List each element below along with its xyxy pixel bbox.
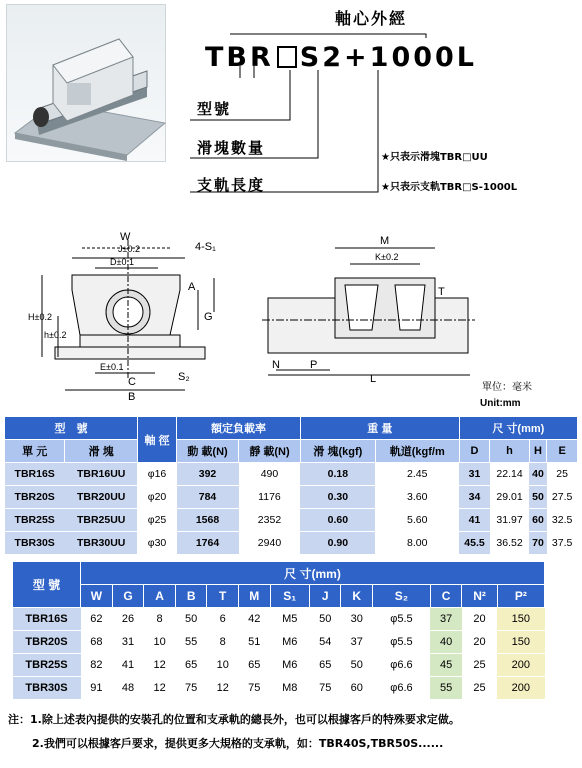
table-cell: 37 <box>430 608 462 631</box>
table-row <box>13 654 545 677</box>
table-cell: TBR30S <box>5 532 65 555</box>
table-cell: TBR30UU <box>65 532 138 555</box>
table-cell: 62 <box>81 608 113 631</box>
dim-S2: S₂ <box>178 371 190 383</box>
table-row <box>13 608 545 631</box>
table-cell: 20 <box>462 608 497 631</box>
table-cell: 48 <box>112 677 144 700</box>
t2-header-model: 型 號 <box>13 562 81 608</box>
technical-drawing <box>0 220 582 415</box>
table-cell: 10 <box>144 631 176 654</box>
table-cell: 150 <box>497 608 544 631</box>
unit-cn: 單位：毫米 <box>482 382 532 393</box>
t1-header-axis: 軸 徑 <box>137 417 176 463</box>
dim-K: K±0.2 <box>375 252 399 262</box>
dim-L: L <box>370 373 377 385</box>
footer-note-1: 注：1.除上述表內提供的安裝孔的位置和支承軌的總長外，也可以根據客戶的特殊要求定做。 <box>8 713 460 726</box>
table-cell: 50 <box>341 654 373 677</box>
table-cell: 75 <box>239 677 271 700</box>
table-cell: 75 <box>309 677 341 700</box>
t2-subheader: P² <box>497 585 544 608</box>
t1-subheader: 滑 塊 <box>65 440 138 463</box>
label-model: 型號 <box>197 100 232 118</box>
table-cell: 200 <box>497 677 544 700</box>
table-cell: 50 <box>529 486 547 509</box>
table-cell: 5.60 <box>375 509 459 532</box>
table-cell: 55 <box>430 677 462 700</box>
table-cell: M8 <box>270 677 309 700</box>
table-cell: 2352 <box>239 509 301 532</box>
t2-header-dim: 尺 寸(mm) <box>81 562 545 585</box>
table-cell: φ5.5 <box>373 631 431 654</box>
table-cell: 26 <box>112 608 144 631</box>
table-row <box>5 486 578 509</box>
table-cell: 60 <box>529 509 547 532</box>
t1-subheader: 滑 塊(kgf) <box>300 440 375 463</box>
t2-subheader: B <box>175 585 207 608</box>
table-cell: φ6.6 <box>373 677 431 700</box>
table-cell: 22.14 <box>490 463 529 486</box>
dim-D: D±0.1 <box>110 257 134 267</box>
table-cell: 1176 <box>239 486 301 509</box>
linear-guide-image <box>7 5 167 163</box>
t2-subheader: K <box>341 585 373 608</box>
t2-subheader: G <box>112 585 144 608</box>
table-cell: 200 <box>497 654 544 677</box>
dim-holes: 4-S₁ <box>195 241 216 253</box>
table-cell: 29.01 <box>490 486 529 509</box>
t1-subheader: 動 載(N) <box>177 440 239 463</box>
table-cell: φ6.6 <box>373 654 431 677</box>
footer-note-2: 2.我們可以根據客戶要求，提供更多大規格的支承軌，如：TBR40S,TBR50S...... <box>32 737 444 750</box>
table-cell: 8.00 <box>375 532 459 555</box>
dim-E: E±0.1 <box>100 362 124 372</box>
table-cell: TBR20S <box>13 631 81 654</box>
t1-subheader: H <box>529 440 547 463</box>
t2-subheader: C <box>430 585 462 608</box>
table-cell: 60 <box>341 677 373 700</box>
table-cell: φ16 <box>137 463 176 486</box>
t2-subheader: A <box>144 585 176 608</box>
shaft-diameter-title: 軸心外經 <box>335 9 408 28</box>
table-cell: 10 <box>207 654 239 677</box>
table-cell: 31 <box>459 463 490 486</box>
table-cell: M6 <box>270 631 309 654</box>
table-cell: φ30 <box>137 532 176 555</box>
t1-subheader: D <box>459 440 490 463</box>
table-cell: 68 <box>81 631 113 654</box>
table-cell: 784 <box>177 486 239 509</box>
table-row <box>5 463 578 486</box>
t1-subheader: E <box>547 440 578 463</box>
t2-subheader: T <box>207 585 239 608</box>
table-cell: 31 <box>112 631 144 654</box>
table-cell: 37.5 <box>547 532 578 555</box>
t1-subheader: 單 元 <box>5 440 65 463</box>
t2-subheader: W <box>81 585 113 608</box>
table-cell: 25 <box>462 677 497 700</box>
table-cell: 45.5 <box>459 532 490 555</box>
label-rail-length: 支軌長度 <box>197 176 266 194</box>
t2-subheader: J <box>309 585 341 608</box>
table-row <box>5 532 578 555</box>
table-cell: 1764 <box>177 532 239 555</box>
table-cell: M5 <box>270 608 309 631</box>
table-cell: 31.97 <box>490 509 529 532</box>
table-cell: TBR25UU <box>65 509 138 532</box>
t2-subheader: N² <box>462 585 497 608</box>
dim-T: T <box>438 286 445 298</box>
table-cell: 40 <box>430 631 462 654</box>
table-cell: 32.5 <box>547 509 578 532</box>
table-cell: 8 <box>207 631 239 654</box>
t1-subheader: h <box>490 440 529 463</box>
table-cell: 42 <box>239 608 271 631</box>
unit-en: Unit:mm <box>480 398 521 409</box>
table-cell: 0.90 <box>300 532 375 555</box>
table-cell: 41 <box>459 509 490 532</box>
table-cell: 6 <box>207 608 239 631</box>
table-cell: 12 <box>207 677 239 700</box>
table-cell: 37 <box>341 631 373 654</box>
table-cell: 55 <box>175 631 207 654</box>
dim-W: W <box>120 231 131 243</box>
dim-N: N <box>272 359 280 371</box>
table-cell: 3.60 <box>375 486 459 509</box>
table-cell: 36.52 <box>490 532 529 555</box>
load-weight-table <box>4 416 578 555</box>
table-cell: 490 <box>239 463 301 486</box>
note-slider-only: ★只表示滑塊TBR□UU <box>381 152 488 163</box>
table-cell: 65 <box>175 654 207 677</box>
table-cell: TBR25S <box>13 654 81 677</box>
table-cell: 1568 <box>177 509 239 532</box>
table-cell: TBR20S <box>5 486 65 509</box>
table-row <box>5 509 578 532</box>
dim-h: h±0.2 <box>44 330 67 340</box>
table-cell: φ20 <box>137 486 176 509</box>
dim-C: C <box>128 376 136 388</box>
table-cell: TBR25S <box>5 509 65 532</box>
table-cell: 70 <box>529 532 547 555</box>
dimension-table <box>12 561 545 700</box>
table-row <box>13 677 545 700</box>
table-cell: 41 <box>112 654 144 677</box>
table-cell: 50 <box>175 608 207 631</box>
table-cell: 40 <box>529 463 547 486</box>
table-cell: 27.5 <box>547 486 578 509</box>
table-cell: 2940 <box>239 532 301 555</box>
dim-A: A <box>188 281 196 293</box>
table-cell: 12 <box>144 677 176 700</box>
table-cell: 65 <box>239 654 271 677</box>
table-cell: 75 <box>175 677 207 700</box>
label-slider-qty: 滑塊數量 <box>197 139 266 157</box>
table-cell: 0.18 <box>300 463 375 486</box>
table-cell: 150 <box>497 631 544 654</box>
table-cell: 8 <box>144 608 176 631</box>
table-cell: 392 <box>177 463 239 486</box>
table-cell: TBR16S <box>13 608 81 631</box>
code-suffix: S2+1000L <box>299 42 478 73</box>
table-cell: φ5.5 <box>373 608 431 631</box>
code-prefix: TBR <box>205 42 274 73</box>
table-cell: TBR20UU <box>65 486 138 509</box>
dim-G: G <box>204 311 213 323</box>
table-cell: 82 <box>81 654 113 677</box>
t1-subheader: 軌道(kgf/m <box>375 440 459 463</box>
table-cell: TBR30S <box>13 677 81 700</box>
t2-subheader: S₂ <box>373 585 431 608</box>
table-cell: 34 <box>459 486 490 509</box>
table-cell: TBR16UU <box>65 463 138 486</box>
table-cell: 2.45 <box>375 463 459 486</box>
table-cell: 25 <box>547 463 578 486</box>
t1-subheader: 靜 載(N) <box>239 440 301 463</box>
note-rail-only: ★只表示支軌TBR□S-1000L <box>381 182 518 193</box>
table-cell: 30 <box>341 608 373 631</box>
table-cell: TBR16S <box>5 463 65 486</box>
table-cell: 91 <box>81 677 113 700</box>
product-photo <box>6 4 166 162</box>
t1-header-dim: 尺 寸(mm) <box>459 417 577 440</box>
table-row <box>13 631 545 654</box>
table-cell: 20 <box>462 631 497 654</box>
table-cell: 0.60 <box>300 509 375 532</box>
table-cell: M6 <box>270 654 309 677</box>
table-cell: 25 <box>462 654 497 677</box>
dim-B: B <box>128 391 136 403</box>
t1-header-weight: 重 量 <box>300 417 459 440</box>
table-cell: φ25 <box>137 509 176 532</box>
table-cell: 12 <box>144 654 176 677</box>
table-cell: 51 <box>239 631 271 654</box>
dim-J: J±0.2 <box>118 244 140 254</box>
dim-P: P <box>310 359 318 371</box>
t1-header-model: 型 號 <box>5 417 138 440</box>
dim-H: H±0.2 <box>28 312 52 322</box>
t2-subheader: S₁ <box>270 585 309 608</box>
table-cell: 45 <box>430 654 462 677</box>
table-cell: 50 <box>309 608 341 631</box>
table-cell: 54 <box>309 631 341 654</box>
table-cell: 0.30 <box>300 486 375 509</box>
table-cell: 65 <box>309 654 341 677</box>
t2-subheader: M <box>239 585 271 608</box>
t1-header-load: 額定負載率 <box>177 417 301 440</box>
dim-M: M <box>380 235 390 247</box>
